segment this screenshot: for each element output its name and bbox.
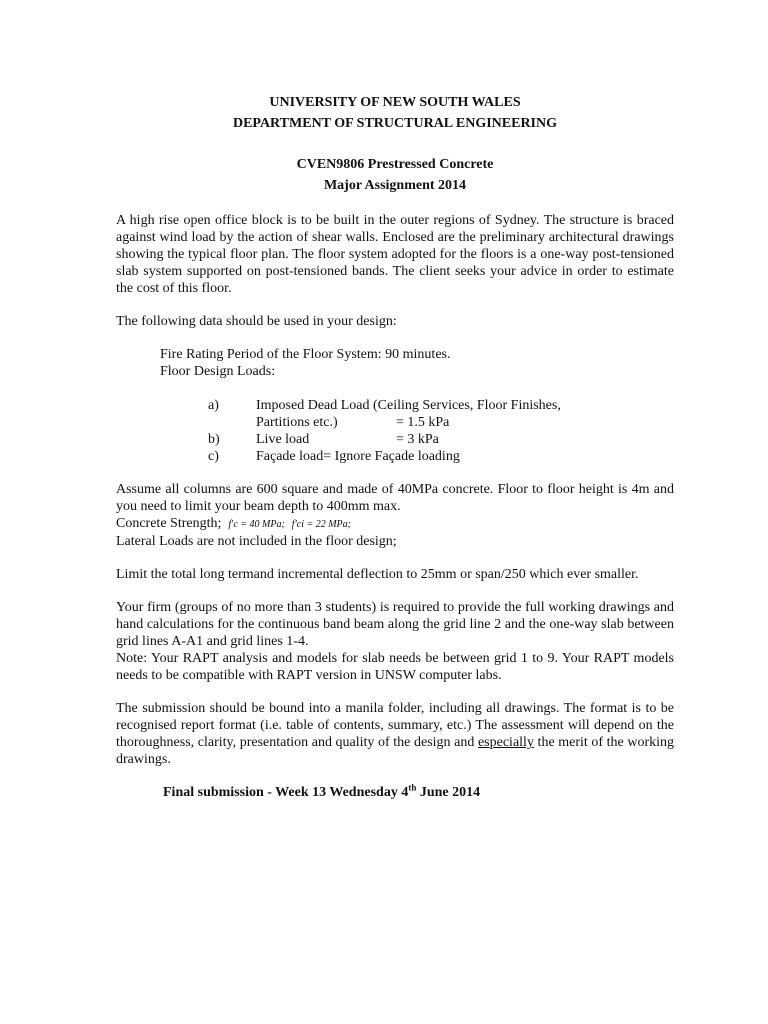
final-sup: th — [408, 782, 417, 793]
floor-loads-label: Floor Design Loads: — [160, 364, 276, 379]
document-page — [116, 92, 674, 801]
final-tail: June 2014 — [416, 785, 481, 800]
load-a-value: = 1.5 kPa — [396, 415, 450, 430]
firm-paragraph: Your firm (groups of no more than 3 students) is required to provide the full working drawings and hand calculations for the continuous band beam along the grid line 2 and the one-way slab between grid lines A-A1 and grid lines 1-4. — [116, 600, 674, 649]
assignment-title: Major Assignment 2014 — [323, 178, 467, 193]
submission-tail: the merit of the working drawings. — [116, 735, 675, 767]
strength-label: Concrete Strength; — [116, 516, 222, 531]
columns-paragraph: Assume all columns are 600 square and made of 40MPa concrete. Floor to floor height is 4m and you need to limit your beam depth to 400mm max. — [116, 482, 674, 514]
emphasis-text: especially — [477, 735, 534, 750]
concrete-strength — [116, 515, 674, 533]
load-b-label: b) — [208, 432, 220, 447]
submission-text: The submission should be bound into a manila folder, including all drawings. The format is to be recognised report format (i.e. table of contents, summary, etc.) The assessment will depend on the thoroughness, clarity, presentation and quality of the design and — [116, 701, 674, 750]
load-b-value: = 3 kPa — [396, 432, 439, 447]
load-a-text: Imposed Dead Load (Ceiling Services, Floor Finishes, — [256, 398, 561, 413]
list-item — [208, 414, 674, 431]
deflection-paragraph: Limit the total long termand incremental deflection to 25mm or span/250 which ever smaller. — [116, 567, 639, 582]
strength-fci: f′ci = 22 MPa; — [291, 519, 351, 530]
list-item — [208, 431, 674, 448]
university-heading: UNIVERSITY OF NEW SOUTH WALES — [269, 95, 521, 110]
fire-rating: Fire Rating Period of the Floor System: 90 minutes. — [160, 347, 451, 362]
load-list — [116, 397, 674, 465]
load-a-text-cont: Partitions etc.) — [256, 415, 338, 430]
course-title: CVEN9806 Prestressed Concrete — [296, 157, 494, 172]
final-submission — [116, 784, 674, 801]
submission-paragraph — [116, 700, 674, 768]
load-c-text: Façade load= Ignore Façade loading — [256, 449, 460, 464]
list-item — [208, 448, 674, 465]
load-a-label: a) — [208, 398, 219, 413]
strength-fc: f′c = 40 MPa; — [228, 519, 285, 530]
load-b-text: Live load — [256, 432, 310, 447]
load-c-label: c) — [208, 449, 219, 464]
intro-paragraph: A high rise open office block is to be built in the outer regions of Sydney. The structure is braced against wind load by the action of shear walls. Enclosed are the preliminary architectural drawings showing the typical floor plan. The floor system adopted for the floors is a one-way post-tensioned slab system supported on post-tensioned bands. The client seeks your advice in order to estimate the cost of this floor. — [116, 213, 674, 296]
note-paragraph: Note: Your RAPT analysis and models for slab needs be between grid 1 to 9. Your RAPT models needs to be compatible with RAPT version in UNSW computer labs. — [116, 651, 674, 683]
department-heading: DEPARTMENT OF STRUCTURAL ENGINEERING — [232, 116, 558, 131]
lateral-loads: Lateral Loads are not included in the floor design; — [116, 534, 397, 549]
list-item — [208, 397, 674, 414]
final-label: Final submission - Week 13 Wednesday 4 — [163, 785, 409, 800]
data-intro: The following data should be used in your design: — [116, 314, 397, 329]
